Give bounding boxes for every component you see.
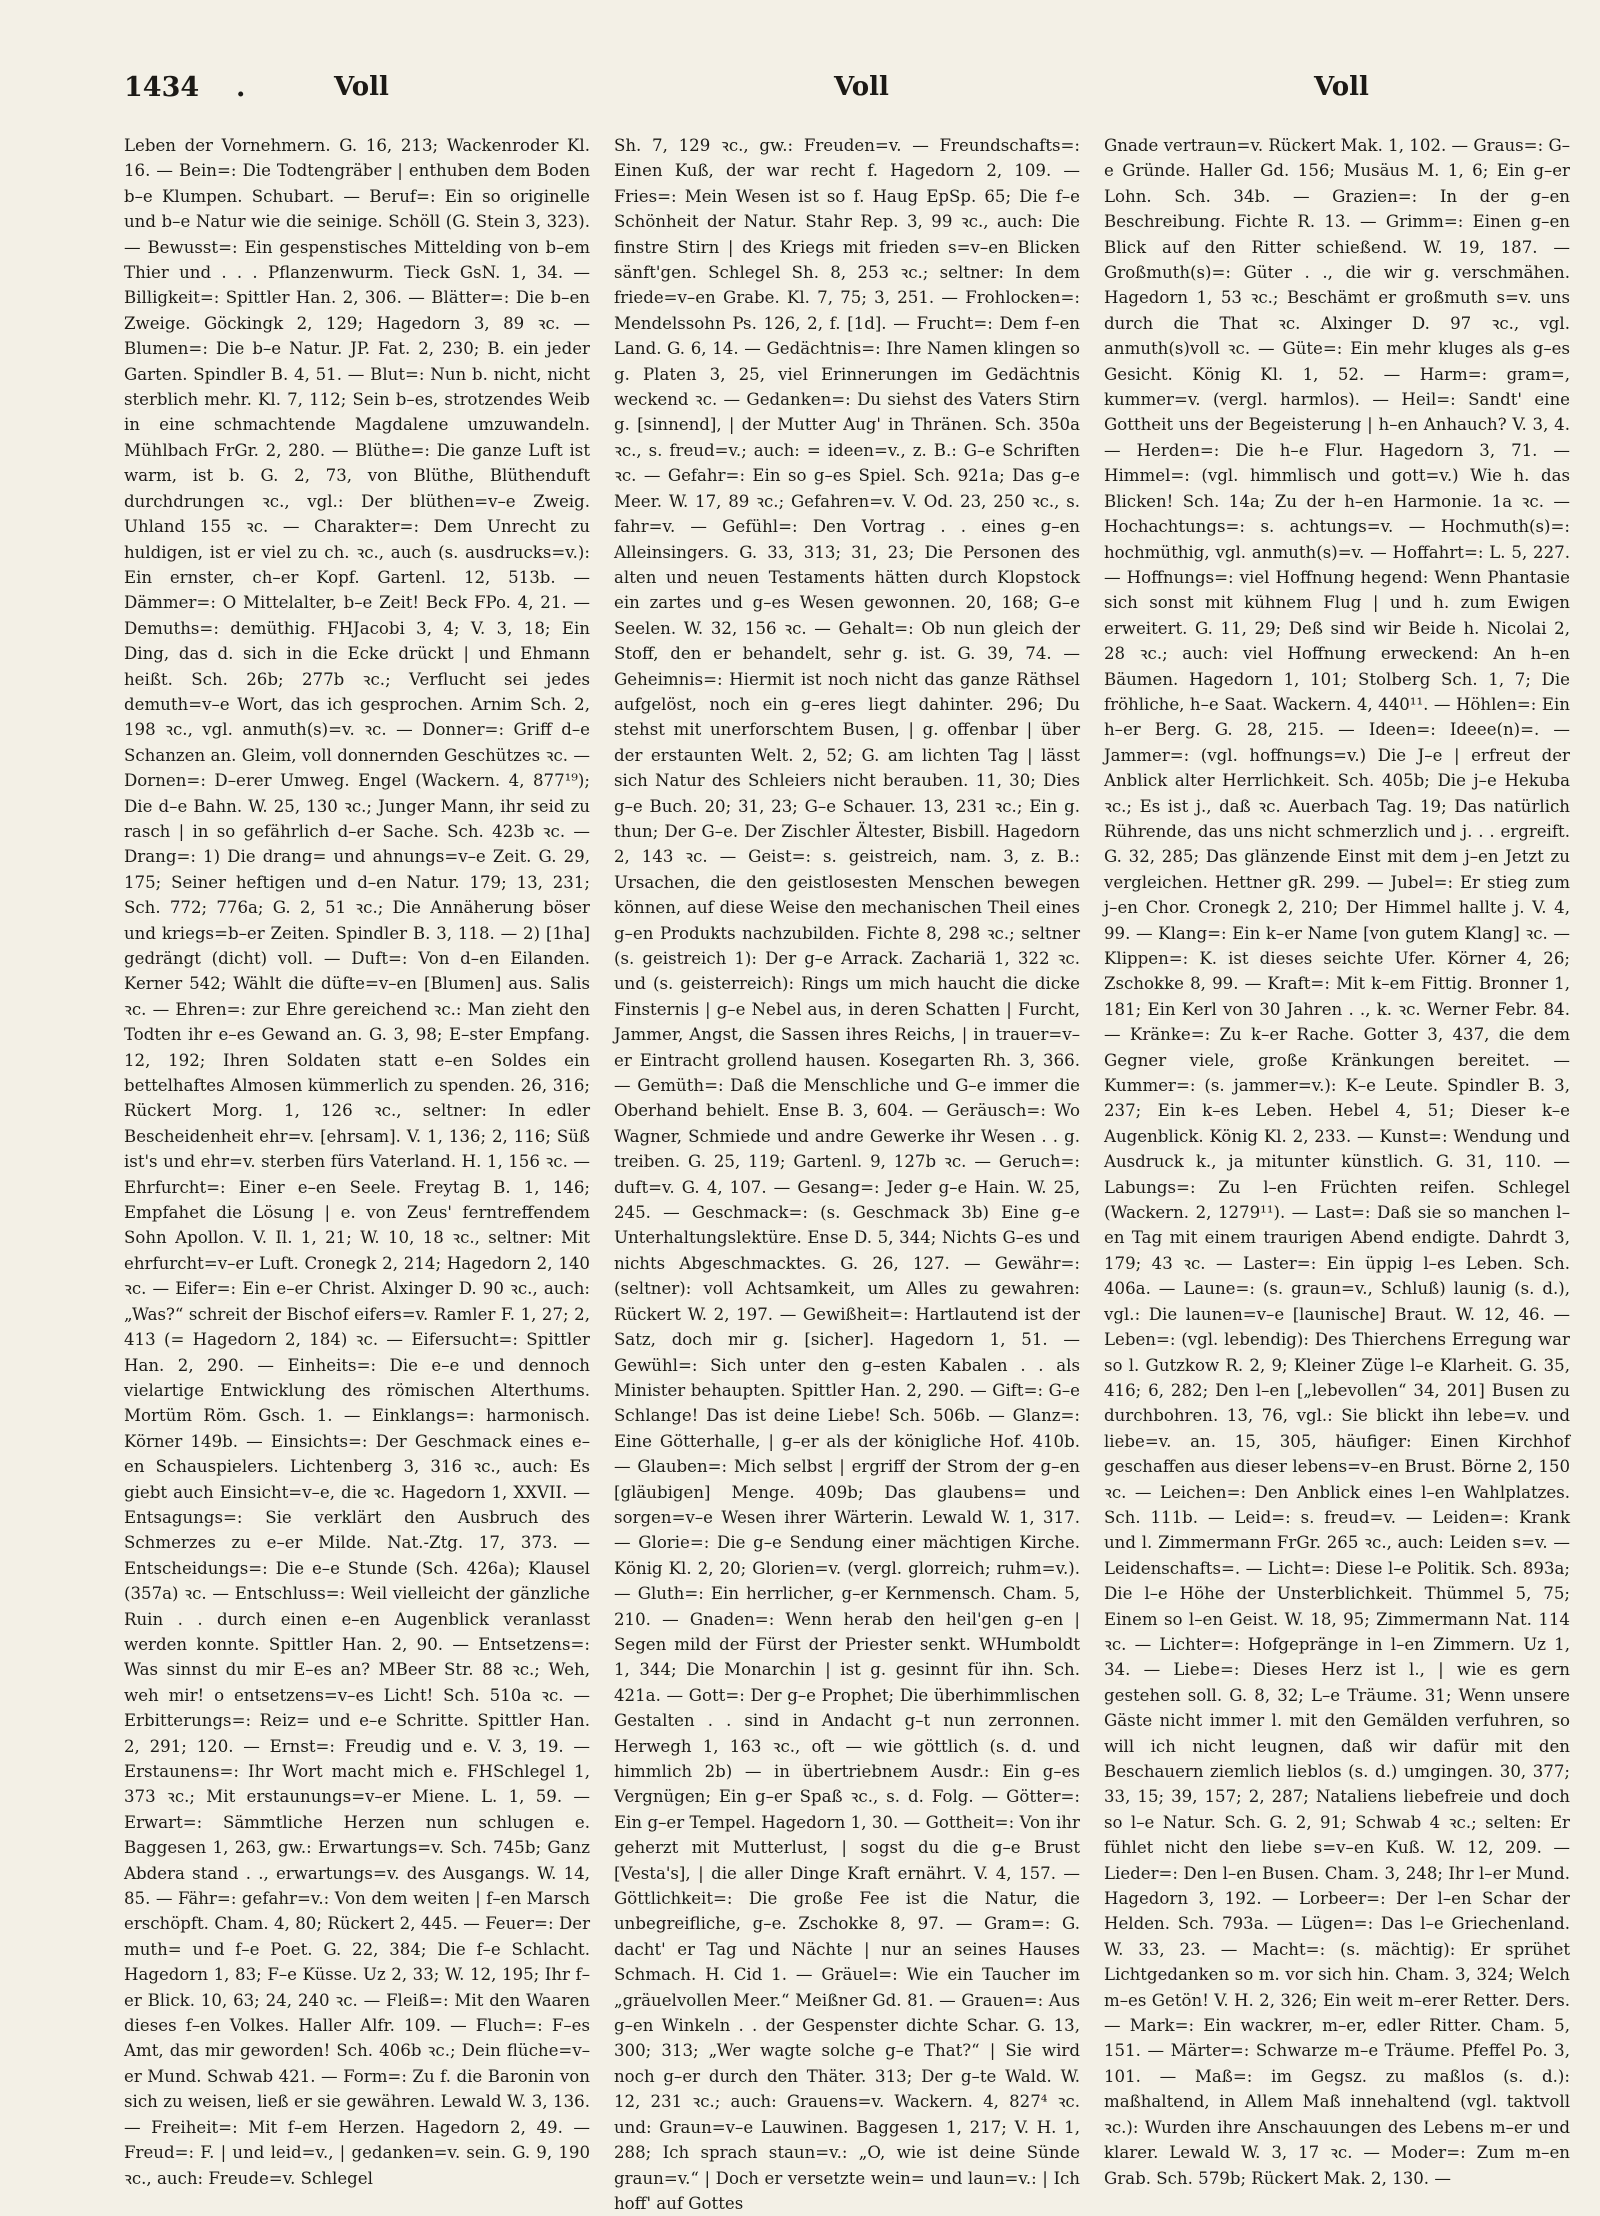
catchword-right: Voll — [1314, 72, 1369, 102]
catchword-center: Voll — [834, 72, 889, 102]
page-number: 1434 — [124, 72, 200, 103]
running-header — [124, 72, 1570, 112]
column-left — [124, 133, 590, 2216]
column-text: Sh. 7, 129 ꝛc., gw.: Freuden=v. — Freundschafts=: Einen Kuß, der war recht f. Hagedorn 2, 109. — Fries=: Mein Wesen ist so f. Haug EpSp. 65; Die f–e Schönheit der Natur. Stahr Rep. 3, 99 ꝛc., auch: Die finstre Stirn | des Kriegs mit frieden s=v–en Blicken sänft'gen. Schlegel Sh. 8, 253 ꝛc.; seltner: In dem friede=v–en Grabe. Kl. 7, 75; 3, 251. — Frohlocken=: Mendelssohn Ps. 126, 2, f. [1d]. — Frucht=: Dem f–en Land. G. 6, 14. — Gedächtnis=: Ihre Namen klingen so g. Platen 3, 25, viel Erinnerungen im Gedächtnis weckend ꝛc. — Gedanken=: Du siehst des Vaters Stirn g. [sinnend], | der Mutter Aug' in Thränen. Sch. 350a ꝛc., s. freud=v.; auch: = ideen=v., z. B.: G–e Schriften ꝛc. — Gefahr=: Ein so g–es Spiel. Sch. 921a; Das g–e Meer. W. 17, 89 ꝛc.; Gefahren=v. V. Od. 23, 250 ꝛc., s. fahr=v. — Gefühl=: Den Vortrag . . eines g–en Alleinsingers. G. 33, 313; 31, 23; Die Personen des alten und neuen Testaments hätten durch Klopstock ein zartes und g–es Wesen gewonnen. 20, 168; G–e Seelen. W. 32, 156 ꝛc. — Gehalt=: Ob nun gleich der Stoff, den er behandelt, sehr g. ist. G. 39, 74. — Geheimnis=: Hiermit ist noch nicht das ganze Räthsel aufgelöst, noch ein g–eres liegt dahinter. 296; Du stehst mit unerforschtem Busen, | g. offenbar | über der erstaunten Welt. 2, 52; G. am lichten Tag | lässt sich Natur des Schleiers nicht berauben. 11, 30; Dies g–e Buch. 20; 31, 23; G–e Schauer. 13, 231 ꝛc.; Ein g. thun; Der G–e. Der Zischler Ältester, Bisbill. Hagedorn 2, 143 ꝛc. — Geist=: s. geistreich, nam. 3, z. B.: Ursachen, die den geistlosesten Menschen bewegen können, auf diese Weise den mechanischen Theil eines g–en Produkts nachzubilden. Fichte 8, 298 ꝛc.; seltner (s. geistreich 1): Der g–e Arrack. Zachariä 1, 322 ꝛc. und (s. geisterreich): Rings um mich haucht die dicke Finsternis | g–e Nebel aus, in deren Schatten | Furcht, Jammer, Angst, die Sassen ihres Reichs, | in trauer=v–er Eintracht grollend hausen. Kosegarten Rh. 3, 366. — Gemüth=: Daß die Menschliche und G–e immer die Oberhand behielt. Ense B. 3, 604. — Geräusch=: Wo Wagner, Schmiede und andre Gewerke ihr Wesen . . g. treiben. G. 25, 119; Gartenl. 9, 127b ꝛc. — Geruch=: duft=v. G. 4, 107. — Gesang=: Jeder g–e Hain. W. 25, 245. — Geschmack=: (s. Geschmack 3b) Eine g–e Unterhaltungslektüre. Ense D. 5, 344; Nichts G–es und nichts Abgeschmacktes. G. 26, 127. — Gewähr=: (seltner): voll Achtsamkeit, um Alles zu gewahren: Rückert W. 2, 197. — Gewißheit=: Hartlautend ist der Satz, doch mir g. [sicher]. Hagedorn 1, 51. — Gewühl=: Sich unter den g–esten Kabalen . . als Minister behaupten. Spittler Han. 2, 290. — Gift=: G–e Schlange! Das ist deine Liebe! Sch. 506b. — Glanz=: Eine Götterhalle, | g–er als der königliche Hof. 410b. — Glauben=: Mich selbst | ergriff der Strom der g–en [gläubigen] Menge. 409b; Das glaubens= und sorgen=v–e Wesen ihrer Wärterin. Lewald W. 1, 317. — Glorie=: Die g–e Sendung einer mächtigen Kirche. König Kl. 2, 20; Glorien=v. (vergl. glorreich; ruhm=v.). — Gluth=: Ein herrlicher, g–er Kernmensch. Cham. 5, 210. — Gnaden=: Wenn herab den heil'gen g–en | Segen mild der Fürst der Priester senkt. WHumboldt 1, 344; Die Monarchin | ist g. gesinnt für ihn. Sch. 421a. — Gott=: Der g–e Prophet; Die überhimmlischen Gestalten . . sind in Andacht g–t nun zerronnen. Herwegh 1, 163 ꝛc., oft — wie göttlich (s. d. und himmlich 2b) — in übertriebnem Ausdr.: Ein g–es Vergnügen; Ein g–er Spaß ꝛc., s. d. Folg. — Götter=: Ein g–er Tempel. Hagedorn 1, 30. — Gottheit=: Von ihr geherzt mit Mutterlust, | sogst du die g–e Brust [Vesta's], | die aller Dinge Kraft ernährt. V. 4, 157. — Göttlichkeit=: Die große Fee ist die Natur, die unbegreifliche, g–e. Zschokke 8, 97. — Gram=: G. dacht' er Tag und Nächte | nur an seines Hauses Schmach. H. Cid 1. — Gräuel=: Wie ein Taucher im „gräuelvollen Meer.“ Meißner Gd. 81. — Grauen=: Aus g–en Winkeln . . der Gespenster dichte Schar. G. 13, 300; 313; „Wer wagte solche g–e That?“ | Sie wird noch g–er durch den Thäter. 313; Der g–te Wald. W. 12, 231 ꝛc.; auch: Grauens=v. Wackern. 4, 827⁴ ꝛc. und: Graun=v–e Lauwinen. Baggesen 1, 217; V. H. 1, 288; Ich sprach staun=v.: „O, wie ist deine Sünde graun=v.“ | Doch er versetzte wein= und laun=v.: | Ich hoff' auf Gottes — [614, 136, 1080, 2213]
catchword-left: Voll — [334, 72, 389, 102]
column-text: Leben der Vornehmern. G. 16, 213; Wackenroder Kl. 16. — Bein=: Die Todtengräber | enthuben dem Boden b–e Klumpen. Schubart. — Beruf=: Ein so originelle und b–e Natur wie die seinige. Schöll (G. Stein 3, 323). — Bewusst=: Ein gespenstisches Mittelding von b–em Thier und . . . Pflanzenwurm. Tieck GsN. 1, 34. — Billigkeit=: Spittler Han. 2, 306. — Blätter=: Die b–en Zweige. Göckingk 2, 129; Hagedorn 3, 89 ꝛc. — Blumen=: Die b–e Natur. JP. Fat. 2, 230; B. ein jeder Garten. Spindler B. 4, 51. — Blut=: Nun b. nicht, nicht sterblich mehr. Kl. 7, 112; Sein b–es, strotzendes Weib in eine schmachtende Magdalene umzuwandeln. Mühlbach FrGr. 2, 280. — Blüthe=: Die ganze Luft ist warm, ist b. G. 2, 73, von Blüthe, Blüthenduft durchdrungen ꝛc., vgl.: Der blüthen=v–e Zweig. Uhland 155 ꝛc. — Charakter=: Dem Unrecht zu huldigen, ist er viel zu ch. ꝛc., auch (s. ausdrucks=v.): Ein ernster, ch–er Kopf. Gartenl. 12, 513b. — Dämmer=: O Mittelalter, b–e Zeit! Beck FPo. 4, 21. — Demuths=: demüthig. FHJacobi 3, 4; V. 3, 18; Ein Ding, das d. sich in die Ecke drückt | und Ehmann heißt. Sch. 26b; 277b ꝛc.; Verflucht sei jedes demuth=v–e Wort, das ich gesprochen. Arnim Sch. 2, 198 ꝛc., vgl. anmuth(s)=v. ꝛc. — Donner=: Griff d–e Schanzen an. Gleim, voll donnernden Geschützes ꝛc. — Dornen=: D–erer Umweg. Engel (Wackern. 4, 877¹⁹); Die d–e Bahn. W. 25, 130 ꝛc.; Junger Mann, ihr seid zu rasch | in so gefährlich d–er Sache. Sch. 423b ꝛc. — Drang=: 1) Die drang= und ahnungs=v–e Zeit. G. 29, 175; Seiner heftigen und d–en Natur. 179; 13, 231; Sch. 772; 776a; G. 2, 51 ꝛc.; Die Annäherung böser und kriegs=b–er Zeiten. Spindler B. 3, 118. — 2) [1ha] gedrängt (dicht) voll. — Duft=: Von d–en Eilanden. Kerner 542; Wählt die düfte=v–en [Blumen] aus. Salis ꝛc. — Ehren=: zur Ehre gereichend ꝛc.: Man zieht den Todten ihr e–es Gewand an. G. 3, 98; E–ster Empfang. 12, 192; Ihren Soldaten statt e–en Soldes ein bettelhaftes Almosen kümmerlich zu spenden. 26, 316; Rückert Morg. 1, 126 ꝛc., seltner: In edler Bescheidenheit ehr=v. [ehrsam]. V. 1, 136; 2, 116; Süß ist's und ehr=v. sterben fürs Vaterland. H. 1, 156 ꝛc. — Ehrfurcht=: Einer e–en Seele. Freytag B. 1, 146; Empfahet die Lösung | e. von Zeus' ferntreffendem Sohn Apollon. V. Il. 1, 21; W. 10, 18 ꝛc., seltner: Mit ehrfurcht=v–er Luft. Cronegk 2, 214; Hagedorn 2, 140 ꝛc. — Eifer=: Ein e–er Christ. Alxinger D. 90 ꝛc., auch: „Was?“ schreit der Bischof eifers=v. Ramler F. 1, 27; 2, 413 (= Hagedorn 2, 184) ꝛc. — Eifersucht=: Spittler Han. 2, 290. — Einheits=: Die e–e und dennoch vielartige Entwicklung des römischen Alterthums. Mortüm Röm. Gsch. 1. — Einklangs=: harmonisch. Körner 149b. — Einsichts=: Der Geschmack eines e–en Schauspielers. Lichtenberg 3, 316 ꝛc., auch: Es giebt auch Einsicht=v–e, die ꝛc. Hagedorn 1, XXVII. — Entsagungs=: Sie verklärt den Ausbruch des Schmerzes zu e–er Milde. Nat.-Ztg. 17, 373. — Entscheidungs=: Die e–e Stunde (Sch. 426a); Klausel (357a) ꝛc. — Entschluss=: Weil vielleicht der gänzliche Ruin . . durch einen e–en Augenblick veranlasst werden konnte. Spittler Han. 2, 90. — Entsetzens=: Was sinnst du mir E–es an? MBeer Str. 88 ꝛc.; Weh, weh mir! o entsetzens=v–es Licht! Sch. 510a ꝛc. — Erbitterungs=: Reiz= und e–e Schritte. Spittler Han. 2, 291; 120. — Ernst=: Freudig und e. V. 3, 19. — Erstaunens=: Ihr Wort macht mich e. FHSchlegel 1, 373 ꝛc.; Mit erstaunungs=v–er Miene. L. 1, 59. — Erwart=: Sämmtliche Herzen nun schlugen e. Baggesen 1, 263, gw.: Erwartungs=v. Sch. 745b; Ganz Abdera stand . ., erwartungs=v. des Ausgangs. W. 14, 85. — Fähr=: gefahr=v.: Von dem weiten | f–en Marsch erschöpft. Cham. 4, 80; Rückert 2, 445. — Feuer=: Der muth= und f–e Poet. G. 22, 384; Die f–e Schlacht. Hagedorn 1, 83; F–e Küsse. Uz 2, 33; W. 12, 195; Ihr f–er Blick. 10, 63; 24, 240 ꝛc. — Fleiß=: Mit den Waaren dieses f–en Volkes. Haller Alfr. 109. — Fluch=: F–es Amt, das mir geworden! Sch. 406b ꝛc.; Dein flüche=v–er Mund. Schwab 421. — Form=: Zu f. die Baronin von sich zu weisen, ließ er sie gewähren. Lewald W. 3, 136. — Freiheit=: Mit f–em Herzen. Hagedorn 2, 49. — Freud=: F. | und leid=v., | gedanken=v. sein. G. 9, 190 ꝛc., auch: Freude=v. Schlegel — [124, 136, 590, 2188]
column-middle — [614, 133, 1080, 2216]
text-columns — [124, 133, 1572, 2216]
header-dot: . — [236, 72, 246, 103]
column-right — [1104, 133, 1570, 2216]
column-text: Gnade vertraun=v. Rückert Mak. 1, 102. — Graus=: G–e Gründe. Haller Gd. 156; Musäus M. 1, 6; Ein g–er Lohn. Sch. 34b. — Grazien=: In der g–en Beschreibung. Fichte R. 13. — Grimm=: Einen g–en Blick auf den Ritter schießend. W. 19, 187. — Großmuth(s)=: Güter . ., die wir g. verschmähen. Hagedorn 1, 53 ꝛc.; Beschämt er großmuth s=v. uns durch die That ꝛc. Alxinger D. 97 ꝛc., vgl. anmuth(s)voll ꝛc. — Güte=: Ein mehr kluges als g–es Gesicht. König Kl. 1, 52. — Harm=: gram=, kummer=v. (vergl. harmlos). — Heil=: Sandt' eine Gottheit uns der Begeisterung | h–en Anhauch? V. 3, 4. — Herden=: Die h–e Flur. Hagedorn 3, 71. — Himmel=: (vgl. himmlisch und gott=v.) Wie h. das Blicken! Sch. 14a; Zu der h–en Harmonie. 1a ꝛc. — Hochachtungs=: s. achtungs=v. — Hochmuth(s)=: hochmüthig, vgl. anmuth(s)=v. — Hoffahrt=: L. 5, 227. — Hoffnungs=: viel Hoffnung hegend: Wenn Phantasie sich sonst mit kühnem Flug | und h. zum Ewigen erweitert. G. 11, 29; Deß sind wir Beide h. Nicolai 2, 28 ꝛc.; auch: viel Hoffnung erweckend: An h–en Bäumen. Hagedorn 1, 101; Stolberg Sch. 1, 7; Die fröhliche, h–e Saat. Wackern. 4, 440¹¹. — Höhlen=: Ein h–er Berg. G. 28, 215. — Ideen=: Ideee(n)=. — Jammer=: (vgl. hoffnungs=v.) Die J–e | erfreut der Anblick alter Herrlichkeit. Sch. 405b; Die j–e Hekuba ꝛc.; Es ist j., daß ꝛc. Auerbach Tag. 19; Das natürlich Rührende, das uns nicht schmerzlich und j. . . ergreift. G. 32, 285; Das glänzende Einst mit dem j–en Jetzt zu vergleichen. Hettner gR. 299. — Jubel=: Er stieg zum j–en Chor. Cronegk 2, 210; Der Himmel hallte j. V. 4, 99. — Klang=: Ein k–er Name [von gutem Klang] ꝛc. — Klippen=: K. ist dieses seichte Ufer. Körner 4, 26; Zschokke 8, 99. — Kraft=: Mit k–em Fittig. Bronner 1, 181; Ein Kerl von 30 Jahren . ., k. ꝛc. Werner Febr. 84. — Kränke=: Zu k–er Rache. Gotter 3, 437, die dem Gegner viele, große Kränkungen bereitet. — Kummer=: (s. jammer=v.): K–e Leute. Spindler B. 3, 237; Ein k–es Leben. Hebel 4, 51; Dieser k–e Augenblick. König Kl. 2, 233. — Kunst=: Wendung und Ausdruck k., ja mitunter künstlich. G. 31, 110. — Labungs=: Zu l–en Früchten reifen. Schlegel (Wackern. 2, 1279¹¹). — Last=: Daß sie so manchen l–en Tag mit einem traurigen Abend endigte. Dahrdt 3, 179; 43 ꝛc. — Laster=: Ein üppig l–es Leben. Sch. 406a. — Laune=: (s. graun=v., Schluß) launig (s. d.), vgl.: Die launen=v–e [launische] Braut. W. 12, 46. — Leben=: (vgl. lebendig): Des Thierchens Erregung war so l. Gutzkow R. 2, 9; Kleiner Züge l–e Klarheit. G. 35, 416; 6, 282; Den l–en [„lebevollen“ 34, 201] Busen zu durchbohren. 13, 76, vgl.: Sie blickt ihn lebe=v. und liebe=v. an. 15, 305, häufiger: Einen Kirchhof geschaffen aus dieser lebens=v–en Brust. Börne 2, 150 ꝛc. — Leichen=: Den Anblick eines l–en Wahlplatzes. Sch. 111b. — Leid=: s. freud=v. — Leiden=: Krank und l. Zimmermann FrGr. 265 ꝛc., auch: Leiden s=v. — Leidenschafts=. — Licht=: Diese l–e Politik. Sch. 893a; Die l–e Höhe der Unsterblichkeit. Thümmel 5, 75; Einem so l–en Geist. W. 18, 95; Zimmermann Nat. 114 ꝛc. — Lichter=: Hofgepränge in l–en Zimmern. Uz 1, 34. — Liebe=: Dieses Herz ist l., | wie es gern gestehen soll. G. 8, 32; L–e Träume. 31; Wenn unsere Gäste nicht immer l. mit den Gemälden verfuhren, so will ich nicht leugnen, daß wir dafür mit den Beschauern ziemlich lieblos (s. d.) umgingen. 30, 377; 33, 15; 39, 157; 2, 287; Nataliens liebefreie und doch so l–e Natur. Sch. G. 2, 91; Schwab 4 ꝛc.; selten: Er fühlet nicht den liebe s=v–en Kuß. W. 12, 209. — Lieder=: Den l–en Busen. Cham. 3, 248; Ihr l–er Mund. Hagedorn 3, 192. — Lorbeer=: Der l–en Schar der Helden. Sch. 793a. — Lügen=: Das l–e Griechenland. W. 33, 23. — Macht=: (s. mächtig): Er sprühet Lichtgedanken so m. vor sich hin. Cham. 3, 324; Welch m–es Getön! V. H. 2, 326; Ein weit m–erer Retter. Ders. — Mark=: Ein wackrer, m–er, edler Ritter. Cham. 5, 151. — Märter=: Schwarze m–e Träume. Pfeffel Po. 3, 101. — Maß=: im Gegsz. zu maßlos (s. d.): maßhaltend, in Allem Maß innehaltend (vgl. taktvoll ꝛc.): Wurden ihre Anschauungen des Lebens m–er und klarer. Lewald W. 3, 17 ꝛc. — Moder=: Zum m–en Grab. Sch. 579b; Rückert Mak. 2, 130. — — [1104, 136, 1570, 2188]
